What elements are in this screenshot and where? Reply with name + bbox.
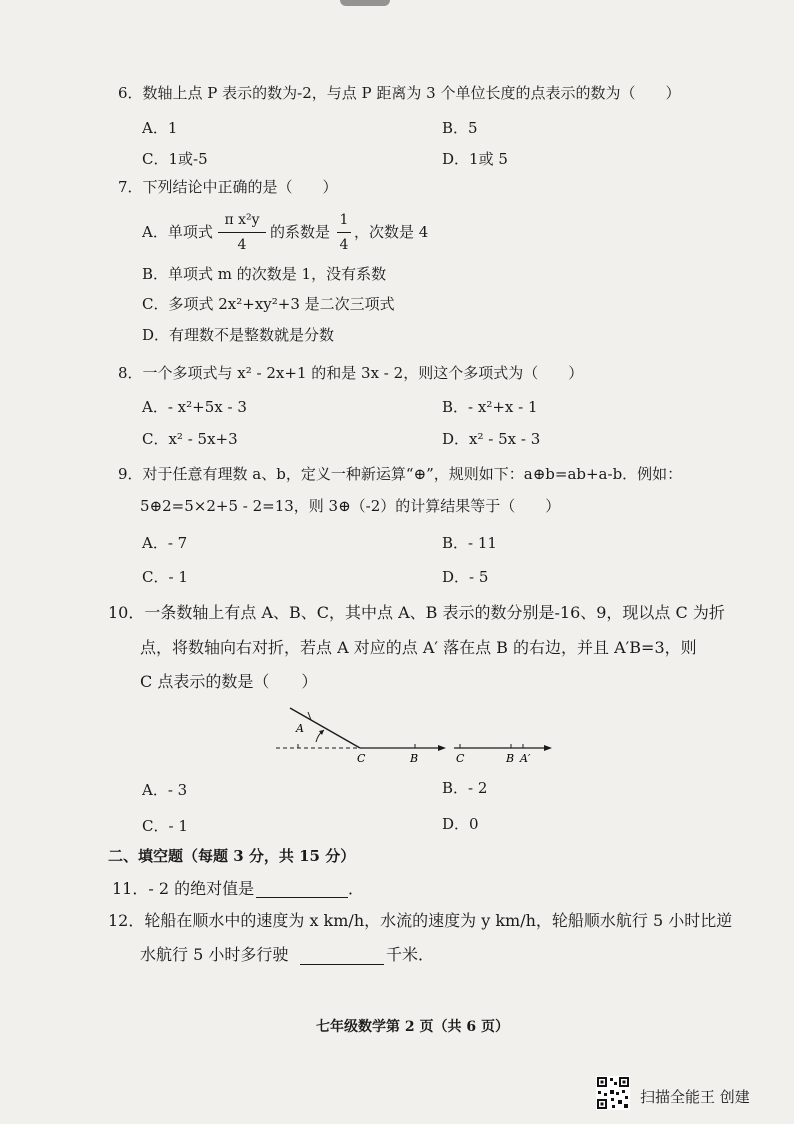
- q7-fraction2-bar: [337, 232, 351, 233]
- q10-stem-line3: C 点表示的数是（ ）: [140, 672, 318, 691]
- q6-option-b: B．5: [442, 119, 478, 137]
- q6-option-a: A．1: [142, 119, 178, 137]
- q8-option-a: A．- x²+5x - 3: [142, 398, 247, 416]
- q8-option-c: C．x² - 5x+3: [142, 430, 238, 448]
- q10-stem-line2: 点，将数轴向右对折，若点 A 对应的点 A′ 落在点 B 的右边，并且 A′B=3，则: [140, 638, 697, 657]
- left-label-b: B: [410, 752, 419, 765]
- q11-stem-suffix: ．: [348, 879, 365, 898]
- q7-fraction-numerator: π x²y: [224, 212, 260, 228]
- q10-stem-line1: 10．一条数轴上有点 A、B、C，其中点 A、B 表示的数分别是-16、9，现以点 C 为折: [108, 603, 725, 622]
- q12-stem-line2-suffix: 千米．: [386, 945, 435, 964]
- q11-answer-blank[interactable]: [256, 897, 348, 898]
- q9-option-b: B．- 11: [442, 534, 497, 552]
- q10-option-d: D．0: [442, 815, 479, 833]
- section-fill-in-heading: 二、填空题（每题 3 分，共 15 分）: [108, 847, 356, 865]
- q10-number-line-figure: [270, 698, 570, 770]
- q8-stem: 8．一个多项式与 x² - 2x+1 的和是 3x - 2，则这个多项式为（ ）: [118, 364, 584, 382]
- q9-option-d: D．- 5: [442, 568, 489, 586]
- q7-option-a-suffix: ，次数是 4: [354, 223, 429, 241]
- q6-stem: 6．数轴上点 P 表示的数为-2，与点 P 距离为 3 个单位长度的点表示的数为（ ）: [118, 84, 681, 102]
- q9-option-a: A．- 7: [142, 534, 188, 552]
- q6-option-c: C．1或-5: [142, 150, 208, 168]
- q12-stem-line1: 12．轮船在顺水中的速度为 x km/h，水流的速度为 y km/h，轮船顺水航行 5 小时比逆: [108, 911, 733, 930]
- right-label-c: C: [456, 752, 465, 765]
- q7-fraction-bar: [218, 232, 266, 233]
- q10-option-a: A．- 3: [142, 781, 188, 799]
- q7-fraction2-numerator: 1: [339, 212, 349, 228]
- right-label-b: B: [506, 752, 515, 765]
- q8-option-b: B．- x²+x - 1: [442, 398, 538, 416]
- q7-option-b: B．单项式 m 的次数是 1，没有系数: [142, 265, 387, 283]
- q10-option-c: C．- 1: [142, 817, 188, 835]
- left-label-c: C: [357, 752, 366, 765]
- q9-stem-line1: 9．对于任意有理数 a、b，定义一种新运算“⊕”，规则如下：a⊕b=ab+a-b．例如：: [118, 465, 683, 483]
- q12-stem-line2-prefix: 水航行 5 小时多行驶: [140, 945, 289, 964]
- q9-stem-line2: 5⊕2=5×2+5 - 2=13，则 3⊕（-2）的计算结果等于（ ）: [140, 497, 561, 515]
- qr-code-icon: [596, 1076, 630, 1110]
- q9-option-c: C．- 1: [142, 568, 188, 586]
- page-footer: 七年级数学第 2 页（共 6 页）: [316, 1019, 509, 1035]
- left-axis-arrowhead: [438, 745, 446, 751]
- q10-option-b: B．- 2: [442, 779, 488, 797]
- q12-answer-blank[interactable]: [300, 964, 384, 965]
- q7-option-a-prefix: A．单项式: [142, 223, 213, 241]
- q7-fraction-denominator: 4: [237, 237, 247, 253]
- left-label-a: A: [296, 722, 304, 735]
- q7-stem: 7．下列结论中正确的是（ ）: [118, 178, 338, 196]
- q7-option-d: D．有理数不是整数就是分数: [142, 326, 335, 344]
- q8-option-d: D．x² - 5x - 3: [442, 430, 541, 448]
- q6-option-d: D．1或 5: [442, 150, 508, 168]
- q11-stem: 11．- 2 的绝对值是: [112, 879, 255, 898]
- q7-option-c: C．多项式 2x²+xy²+3 是二次三项式: [142, 295, 395, 313]
- scanner-watermark: 扫描全能王 创建: [640, 1088, 750, 1106]
- right-label-a-prime: A′: [520, 752, 531, 765]
- q7-option-a-mid: 的系数是: [270, 223, 331, 241]
- q7-fraction2-denominator: 4: [339, 237, 349, 253]
- scan-shadow: [340, 0, 390, 6]
- right-axis-arrowhead: [544, 745, 552, 751]
